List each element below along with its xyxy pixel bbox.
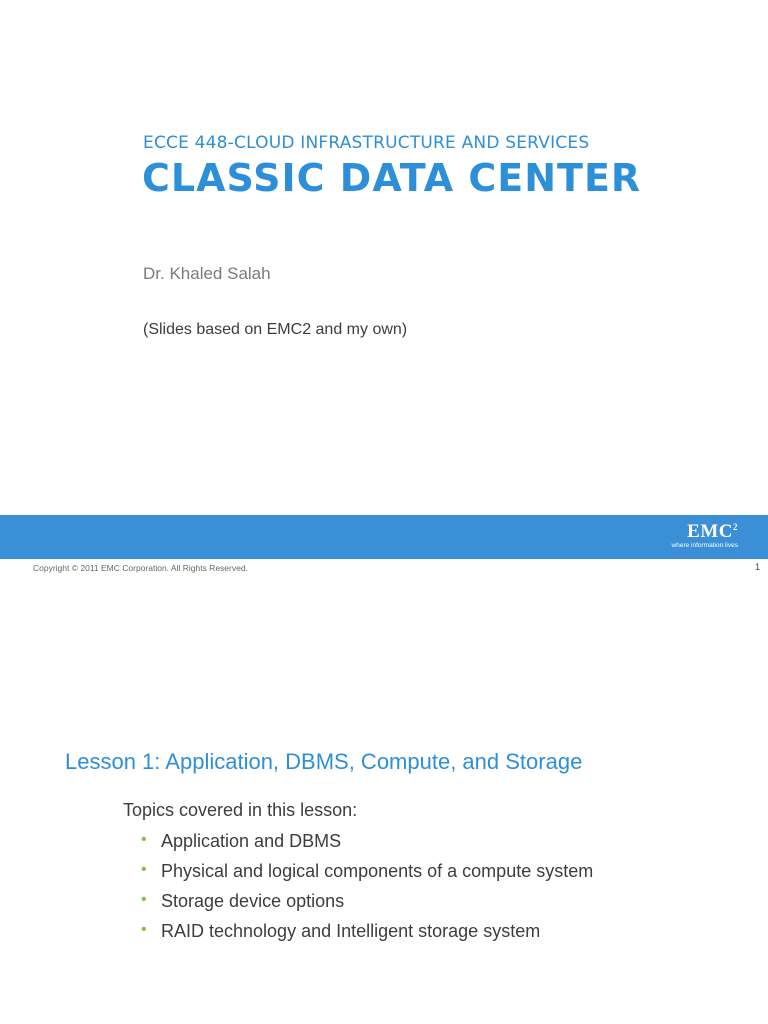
course-title: ECCE 448-CLOUD INFRASTRUCTURE AND SERVICES [143,133,590,153]
bullet-icon: • [141,861,147,878]
topic-label: Application and DBMS [161,831,342,851]
logo-superscript: 2 [733,522,738,532]
topic-item [141,829,593,859]
topics-list [141,829,593,949]
page-number: 1 [754,562,760,572]
topic-item [141,889,593,919]
topic-label: Storage device options [161,891,345,911]
copyright-notice: Copyright © 2011 EMC Corporation. All Rights Reserved. [33,563,248,573]
lesson-title: Lesson 1: Application, DBMS, Compute, and Storage [65,749,583,774]
emc-logo [672,523,738,551]
bullet-icon: • [141,891,147,908]
topic-label: RAID technology and Intelligent storage system [161,921,541,941]
footer-band [0,515,768,559]
source-note: (Slides based on EMC2 and my own) [143,321,408,338]
topic-item [141,859,593,889]
topic-item [141,919,593,949]
topics-intro: Topics covered in this lesson: [123,800,358,820]
logo-tagline: where information lives [671,542,738,549]
logo-name: EMC [687,521,733,542]
author-name: Dr. Khaled Salah [143,264,271,283]
slide-title: CLASSIC DATA CENTER [142,156,642,200]
topic-label: Physical and logical components of a compute system [161,861,594,881]
bullet-icon: • [141,921,147,938]
bullet-icon: • [141,831,147,848]
